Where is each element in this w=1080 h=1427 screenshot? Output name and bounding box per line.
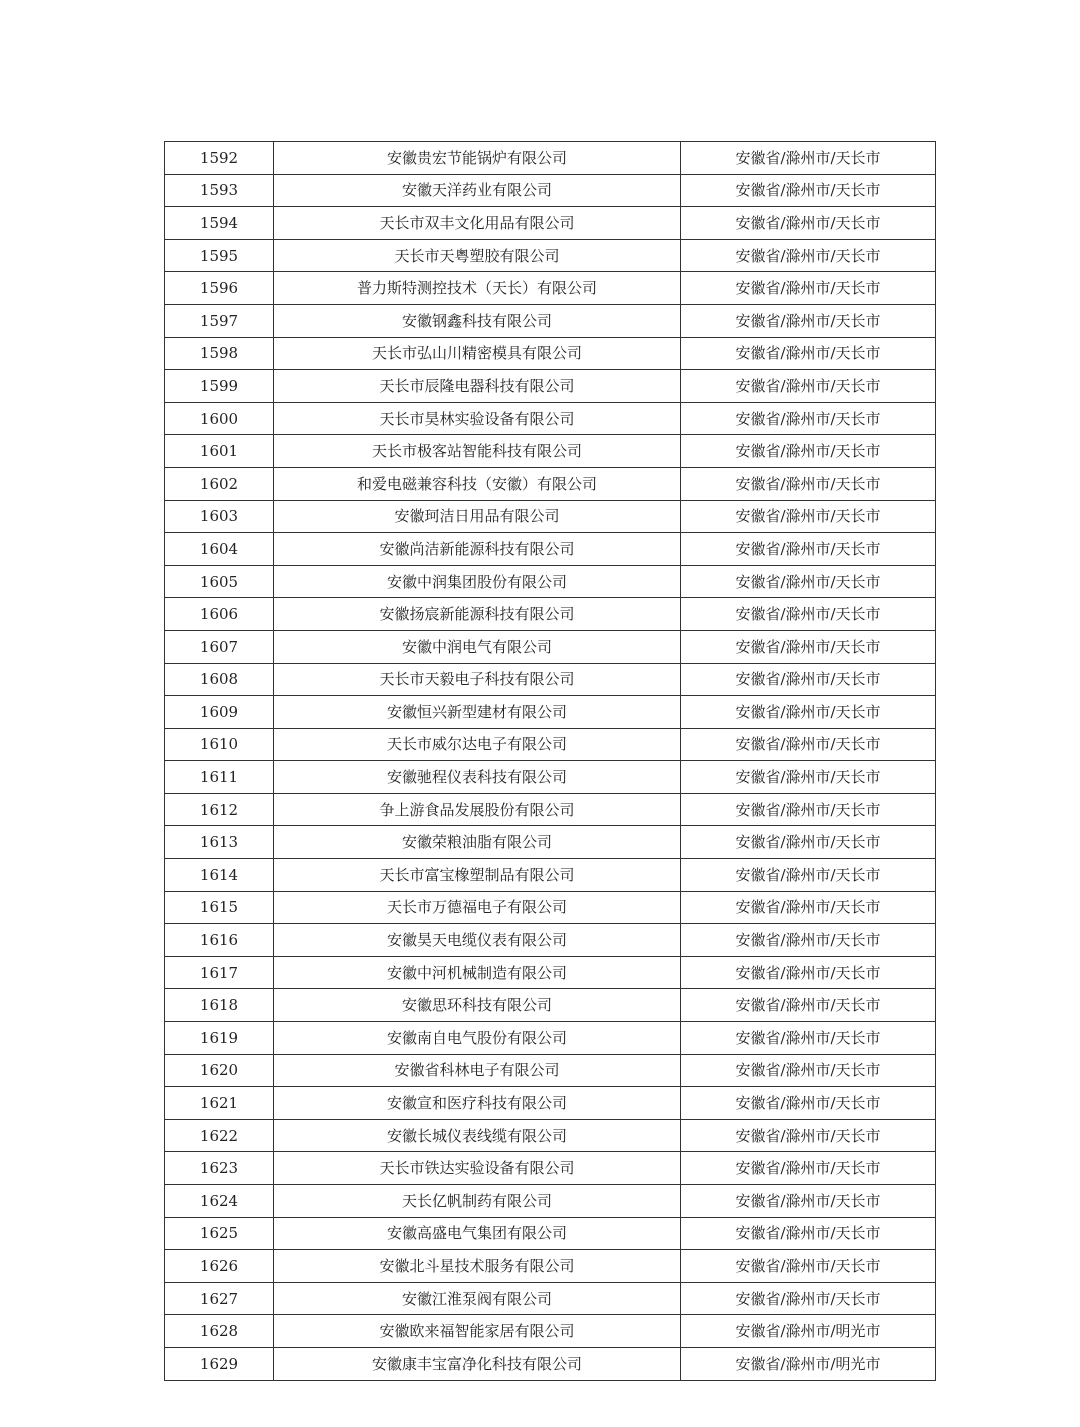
table-row [165, 467, 936, 500]
region-cell: 安徽省/滁州市/天长市 [681, 467, 936, 500]
company-name-cell: 天长市双丰文化用品有限公司 [274, 207, 681, 240]
company-name-cell: 天长市昊林实验设备有限公司 [274, 402, 681, 435]
company-name-cell: 安徽南自电气股份有限公司 [274, 1022, 681, 1055]
row-number-cell: 1627 [165, 1282, 274, 1315]
region-cell: 安徽省/滁州市/天长市 [681, 1152, 936, 1185]
row-number-cell: 1604 [165, 533, 274, 566]
region-cell: 安徽省/滁州市/天长市 [681, 1054, 936, 1087]
company-name-cell: 争上游食品发展股份有限公司 [274, 793, 681, 826]
table-row [165, 533, 936, 566]
company-name-cell: 安徽省科林电子有限公司 [274, 1054, 681, 1087]
company-name-cell: 天长市铁达实验设备有限公司 [274, 1152, 681, 1185]
row-number-cell: 1628 [165, 1315, 274, 1348]
region-cell: 安徽省/滁州市/天长市 [681, 207, 936, 240]
region-cell: 安徽省/滁州市/天长市 [681, 1022, 936, 1055]
row-number-cell: 1623 [165, 1152, 274, 1185]
region-cell: 安徽省/滁州市/天长市 [681, 1119, 936, 1152]
table-row [165, 500, 936, 533]
row-number-cell: 1603 [165, 500, 274, 533]
region-cell: 安徽省/滁州市/天长市 [681, 402, 936, 435]
company-name-cell: 安徽天洋药业有限公司 [274, 174, 681, 207]
row-number-cell: 1608 [165, 663, 274, 696]
region-cell: 安徽省/滁州市/天长市 [681, 370, 936, 403]
company-name-cell: 天长亿帆制药有限公司 [274, 1185, 681, 1218]
region-cell: 安徽省/滁州市/天长市 [681, 663, 936, 696]
table-row [165, 1315, 936, 1348]
row-number-cell: 1602 [165, 467, 274, 500]
row-number-cell: 1617 [165, 956, 274, 989]
table-row [165, 989, 936, 1022]
company-name-cell: 天长市弘山川精密模具有限公司 [274, 337, 681, 370]
company-name-cell: 安徽驰程仪表科技有限公司 [274, 761, 681, 794]
row-number-cell: 1600 [165, 402, 274, 435]
company-name-cell: 安徽思环科技有限公司 [274, 989, 681, 1022]
company-name-cell: 安徽欧来福智能家居有限公司 [274, 1315, 681, 1348]
table-row [165, 1217, 936, 1250]
row-number-cell: 1599 [165, 370, 274, 403]
company-name-cell: 安徽中润集团股份有限公司 [274, 565, 681, 598]
row-number-cell: 1592 [165, 142, 274, 175]
region-cell: 安徽省/滁州市/天长市 [681, 337, 936, 370]
table-row [165, 696, 936, 729]
row-number-cell: 1629 [165, 1347, 274, 1380]
table-row [165, 337, 936, 370]
company-name-cell: 天长市富宝橡塑制品有限公司 [274, 859, 681, 892]
table-row [165, 826, 936, 859]
company-name-cell: 安徽尚洁新能源科技有限公司 [274, 533, 681, 566]
company-name-cell: 安徽昊天电缆仪表有限公司 [274, 924, 681, 957]
row-number-cell: 1619 [165, 1022, 274, 1055]
region-cell: 安徽省/滁州市/明光市 [681, 1347, 936, 1380]
region-cell: 安徽省/滁州市/天长市 [681, 174, 936, 207]
row-number-cell: 1607 [165, 630, 274, 663]
region-cell: 安徽省/滁州市/天长市 [681, 956, 936, 989]
table-row [165, 1119, 936, 1152]
region-cell: 安徽省/滁州市/天长市 [681, 761, 936, 794]
row-number-cell: 1597 [165, 304, 274, 337]
region-cell: 安徽省/滁州市/明光市 [681, 1315, 936, 1348]
company-name-cell: 安徽宣和医疗科技有限公司 [274, 1087, 681, 1120]
company-name-cell: 安徽北斗星技术服务有限公司 [274, 1250, 681, 1283]
region-cell: 安徽省/滁州市/天长市 [681, 793, 936, 826]
table-row [165, 1087, 936, 1120]
company-list-body [165, 142, 936, 1381]
row-number-cell: 1615 [165, 891, 274, 924]
company-name-cell: 安徽荣粮油脂有限公司 [274, 826, 681, 859]
table-row [165, 859, 936, 892]
row-number-cell: 1622 [165, 1119, 274, 1152]
table-row [165, 630, 936, 663]
company-name-cell: 天长市天毅电子科技有限公司 [274, 663, 681, 696]
row-number-cell: 1611 [165, 761, 274, 794]
table-row [165, 370, 936, 403]
company-name-cell: 安徽贵宏节能锅炉有限公司 [274, 142, 681, 175]
region-cell: 安徽省/滁州市/天长市 [681, 630, 936, 663]
table-row [165, 793, 936, 826]
region-cell: 安徽省/滁州市/天长市 [681, 598, 936, 631]
row-number-cell: 1612 [165, 793, 274, 826]
table-row [165, 174, 936, 207]
region-cell: 安徽省/滁州市/天长市 [681, 728, 936, 761]
table-row [165, 761, 936, 794]
company-list-table [164, 141, 936, 1381]
company-name-cell: 天长市极客站智能科技有限公司 [274, 435, 681, 468]
region-cell: 安徽省/滁州市/天长市 [681, 859, 936, 892]
table-row [165, 924, 936, 957]
table-row [165, 1347, 936, 1380]
company-name-cell: 安徽江淮泵阀有限公司 [274, 1282, 681, 1315]
region-cell: 安徽省/滁州市/天长市 [681, 435, 936, 468]
row-number-cell: 1598 [165, 337, 274, 370]
table-row [165, 565, 936, 598]
company-name-cell: 安徽恒兴新型建材有限公司 [274, 696, 681, 729]
company-name-cell: 安徽中润电气有限公司 [274, 630, 681, 663]
region-cell: 安徽省/滁州市/天长市 [681, 533, 936, 566]
table-row [165, 1152, 936, 1185]
company-name-cell: 天长市天粤塑胶有限公司 [274, 239, 681, 272]
region-cell: 安徽省/滁州市/天长市 [681, 1087, 936, 1120]
region-cell: 安徽省/滁州市/天长市 [681, 826, 936, 859]
region-cell: 安徽省/滁州市/天长市 [681, 989, 936, 1022]
table-row [165, 272, 936, 305]
region-cell: 安徽省/滁州市/天长市 [681, 142, 936, 175]
table-row [165, 956, 936, 989]
table-row [165, 891, 936, 924]
row-number-cell: 1601 [165, 435, 274, 468]
company-name-cell: 天长市威尔达电子有限公司 [274, 728, 681, 761]
row-number-cell: 1610 [165, 728, 274, 761]
table-row [165, 1282, 936, 1315]
company-name-cell: 天长市万德福电子有限公司 [274, 891, 681, 924]
company-name-cell: 安徽康丰宝富净化科技有限公司 [274, 1347, 681, 1380]
row-number-cell: 1606 [165, 598, 274, 631]
company-name-cell: 安徽扬宸新能源科技有限公司 [274, 598, 681, 631]
table-row [165, 598, 936, 631]
region-cell: 安徽省/滁州市/天长市 [681, 696, 936, 729]
company-name-cell: 普力斯特测控技术（天长）有限公司 [274, 272, 681, 305]
table-row [165, 304, 936, 337]
table-row [165, 142, 936, 175]
company-name-cell: 安徽长城仪表线缆有限公司 [274, 1119, 681, 1152]
row-number-cell: 1595 [165, 239, 274, 272]
company-name-cell: 安徽钢鑫科技有限公司 [274, 304, 681, 337]
row-number-cell: 1594 [165, 207, 274, 240]
region-cell: 安徽省/滁州市/天长市 [681, 1217, 936, 1250]
row-number-cell: 1618 [165, 989, 274, 1022]
table-row [165, 1054, 936, 1087]
row-number-cell: 1593 [165, 174, 274, 207]
region-cell: 安徽省/滁州市/天长市 [681, 1185, 936, 1218]
table-row [165, 1250, 936, 1283]
table-row [165, 239, 936, 272]
region-cell: 安徽省/滁州市/天长市 [681, 304, 936, 337]
region-cell: 安徽省/滁州市/天长市 [681, 1250, 936, 1283]
region-cell: 安徽省/滁州市/天长市 [681, 1282, 936, 1315]
region-cell: 安徽省/滁州市/天长市 [681, 924, 936, 957]
table-row [165, 1185, 936, 1218]
company-name-cell: 和爱电磁兼容科技（安徽）有限公司 [274, 467, 681, 500]
row-number-cell: 1613 [165, 826, 274, 859]
row-number-cell: 1626 [165, 1250, 274, 1283]
region-cell: 安徽省/滁州市/天长市 [681, 500, 936, 533]
row-number-cell: 1596 [165, 272, 274, 305]
company-name-cell: 安徽珂洁日用品有限公司 [274, 500, 681, 533]
region-cell: 安徽省/滁州市/天长市 [681, 891, 936, 924]
table-row [165, 1022, 936, 1055]
row-number-cell: 1624 [165, 1185, 274, 1218]
table-row [165, 402, 936, 435]
region-cell: 安徽省/滁州市/天长市 [681, 272, 936, 305]
table-row [165, 207, 936, 240]
row-number-cell: 1620 [165, 1054, 274, 1087]
row-number-cell: 1609 [165, 696, 274, 729]
table-row [165, 435, 936, 468]
table-row [165, 728, 936, 761]
row-number-cell: 1614 [165, 859, 274, 892]
region-cell: 安徽省/滁州市/天长市 [681, 565, 936, 598]
row-number-cell: 1621 [165, 1087, 274, 1120]
company-name-cell: 安徽高盛电气集团有限公司 [274, 1217, 681, 1250]
row-number-cell: 1625 [165, 1217, 274, 1250]
region-cell: 安徽省/滁州市/天长市 [681, 239, 936, 272]
row-number-cell: 1616 [165, 924, 274, 957]
company-name-cell: 安徽中河机械制造有限公司 [274, 956, 681, 989]
table-row [165, 663, 936, 696]
row-number-cell: 1605 [165, 565, 274, 598]
company-name-cell: 天长市辰隆电器科技有限公司 [274, 370, 681, 403]
